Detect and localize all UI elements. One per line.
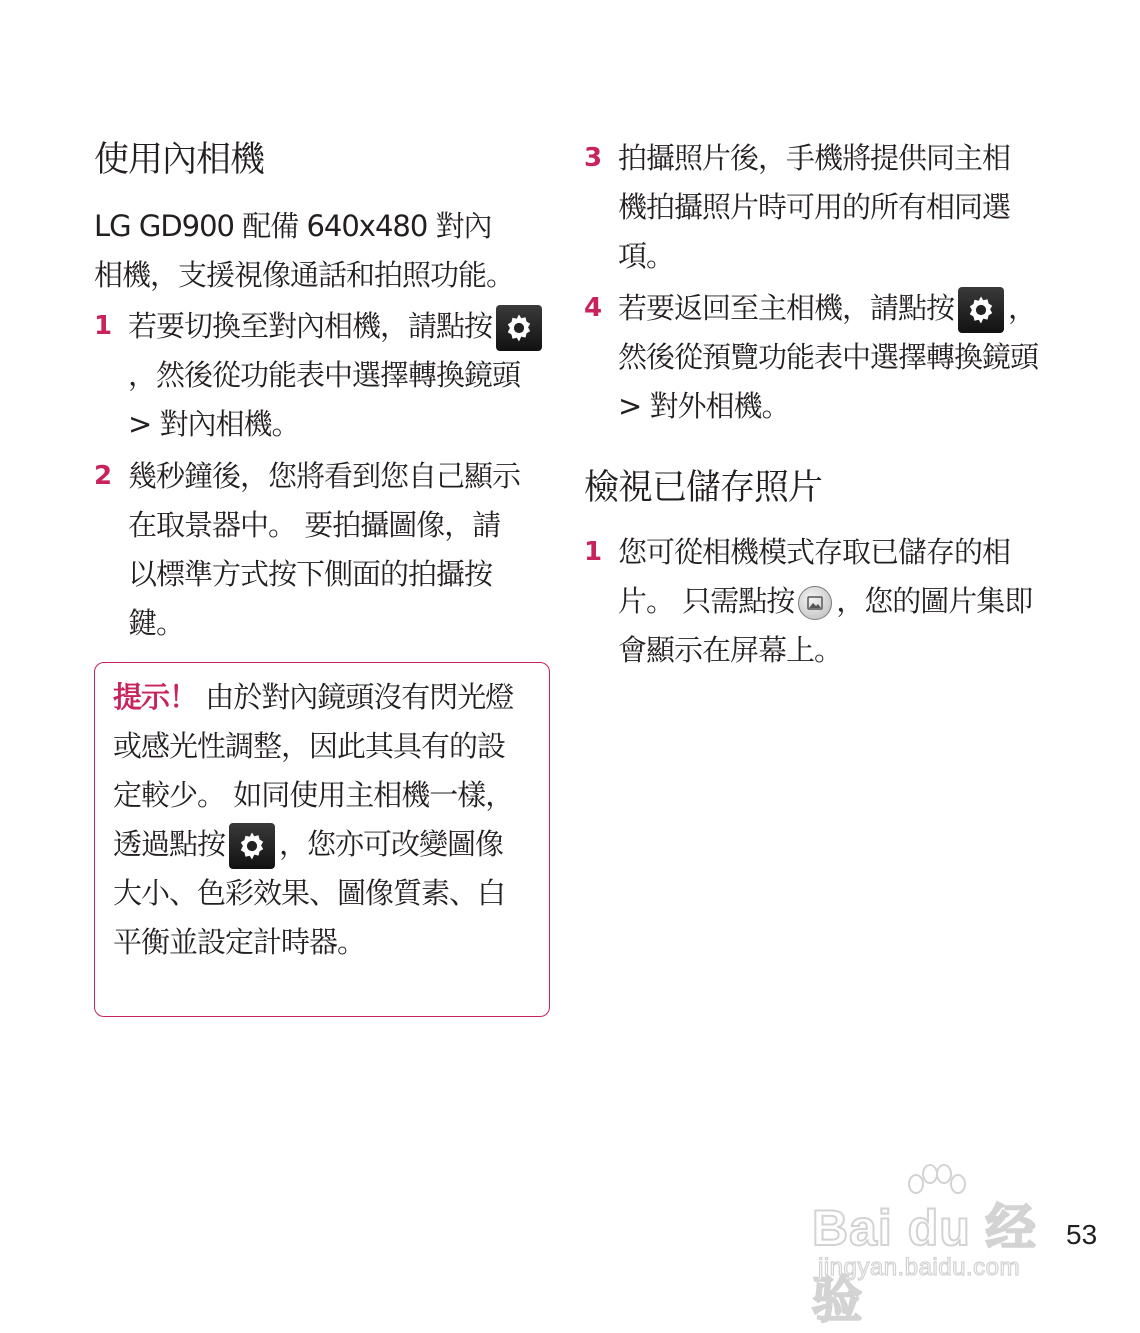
section-heading-saved-photos: 檢視已儲存照片	[584, 468, 823, 508]
step-text-after: ，然後從功能表中選擇轉換鏡頭 > 對內相機。	[128, 358, 521, 441]
list-item	[584, 284, 1054, 431]
tip-text-before: 由於對內鏡頭沒有閃光燈或感光性調整，因此其具有的設定較少。 如同使用主相機一樣，透過點按	[113, 680, 514, 861]
step-text	[618, 528, 1038, 675]
watermark-brand: Bai du 经验	[812, 1200, 1037, 1328]
gear-icon	[496, 305, 542, 351]
gear-icon	[958, 287, 1004, 333]
step-number: 3	[584, 143, 603, 173]
watermark-url: jingyan.baidu.com	[818, 1254, 1020, 1281]
step-text-before: 若要切換至對內相機，請點按	[128, 309, 493, 343]
page-number: 53	[1066, 1219, 1098, 1250]
step-text-before: 若要返回至主相機，請點按	[618, 291, 955, 325]
step-text-after: ，然後從預覽功能表中選擇轉換鏡頭 > 對外相機。	[618, 291, 1039, 423]
gallery-icon	[798, 586, 832, 620]
step-number: 1	[94, 311, 113, 341]
step-text	[128, 302, 550, 449]
tip-text-after: ，您亦可改變圖像大小、色彩效果、圖像質素、白平衡並設定計時器。	[113, 827, 506, 959]
intro-paragraph: LG GD900 配備 640x480 對內相機，支援視像通話和拍照功能。	[94, 209, 515, 292]
step-text: 幾秒鐘後，您將看到您自己顯示在取景器中。 要拍攝圖像，請以標準方式按下側面的拍攝按鍵。	[128, 459, 521, 640]
step-text-after: ，您的圖片集即會顯示在屏幕上。	[618, 584, 1033, 667]
baidu-watermark	[812, 1162, 1074, 1328]
step-number: 4	[584, 293, 603, 323]
list-item	[584, 528, 1054, 675]
tip-label: 提示！	[113, 680, 198, 714]
list-item	[584, 134, 1024, 281]
step-number: 2	[94, 461, 113, 491]
step-text	[618, 284, 1054, 431]
section-heading-front-camera: 使用內相機	[94, 140, 265, 180]
list-item	[94, 302, 556, 449]
tip-text	[113, 673, 523, 967]
list-item	[94, 452, 556, 648]
step-number: 1	[584, 537, 603, 567]
tip-box	[94, 662, 550, 1017]
gear-icon	[229, 823, 275, 869]
step-text-before: 您可從相機模式存取已儲存的相片。 只需點按	[618, 535, 1011, 618]
step-text: 拍攝照片後，手機將提供同主相機拍攝照片時可用的所有相同選項。	[618, 141, 1011, 273]
